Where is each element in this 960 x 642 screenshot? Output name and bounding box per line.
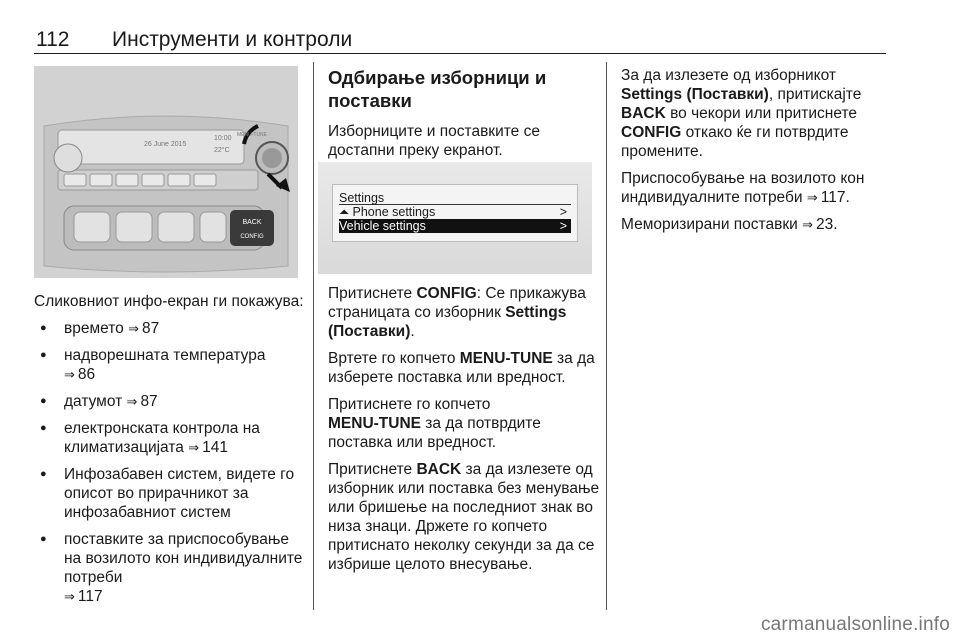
page-reference: 141 <box>202 439 228 456</box>
up-arrow-icon: ⏶ <box>339 205 350 219</box>
list-item: ● датумот ⇒ 87 <box>34 392 304 411</box>
reference-icon: ⇒ <box>64 589 75 604</box>
column-divider-1 <box>313 62 314 610</box>
reference-icon: ⇒ <box>64 367 75 382</box>
settings-screen-image <box>318 162 592 274</box>
settings-title: Settings <box>339 191 571 205</box>
page-title: Инструменти и контроли <box>112 28 353 51</box>
intro-text: Изборниците и поставките се достапни преку екранот. <box>328 123 540 159</box>
settings-item-phone: ⏶ Phone settings > <box>339 205 567 219</box>
page-reference: 87 <box>142 320 160 337</box>
list-item: ● електронската контрола на климатизацијата ⇒ 141 <box>34 419 304 457</box>
back-key-label: BACK <box>242 219 262 226</box>
column-divider-2 <box>606 62 607 610</box>
reference-icon: ⇒ <box>126 394 138 409</box>
right-column <box>621 66 889 242</box>
photo-time: 10:00 <box>214 135 232 142</box>
photo-temp: 22°C <box>214 147 230 154</box>
page-reference: 117 <box>820 189 846 206</box>
settings-item-vehicle: Vehicle settings > <box>339 219 571 233</box>
paragraph-personalization: Приспособување на возилото кон индивидуалните потреби ⇒ 117. <box>621 170 865 206</box>
infotainment-photo <box>34 66 298 278</box>
paragraph-config: Притиснете CONFIG: Се прикажува страницата со изборник Settings (Поставки). <box>328 285 586 340</box>
list-item: ● надворешната температура ⇒ 86 <box>34 346 304 384</box>
reference-icon: ⇒ <box>806 190 818 205</box>
menu-knob-label: MENU-TUNE <box>237 132 267 138</box>
left-column <box>34 292 304 614</box>
page-reference: 87 <box>140 393 158 410</box>
photo-caption: Сликовниот инфо-екран ги покажува: <box>34 293 304 310</box>
photo-date: 26 June 2015 <box>144 141 187 148</box>
paragraph-back: Притиснете BACK за да излезете од изборник или поставка без менување или бришење на последниот знак во низа знаци. Држете го копчето притиснато неколку секунди за да се избрише целото внесување. <box>328 461 600 573</box>
page-reference: 86 <box>77 366 96 383</box>
watermark: carmanualsonline.info <box>760 614 950 635</box>
middle-column-body <box>328 284 600 582</box>
paragraph-press-knob: Притиснете го копчето MENU-TUNE за да потврдите поставка или вредност. <box>328 396 541 451</box>
page-reference: 117 <box>77 588 103 605</box>
settings-display <box>332 184 578 242</box>
paragraph-exit: За да излезете од изборникот Settings (Поставки), притискајте BACK во чекори или притиснете CONFIG откако ќе ги потврдите промените. <box>621 67 862 160</box>
reference-icon: ⇒ <box>128 321 140 336</box>
feature-list <box>34 319 304 606</box>
config-key-label: CONFIG <box>240 234 264 240</box>
list-item: ● времето ⇒ 87 <box>34 319 304 338</box>
list-item: ● поставките за приспособување на возилото кон индивидуалните потреби ⇒ 117 <box>34 530 304 606</box>
page-number: 112 <box>36 28 70 51</box>
section-title: Одбирање изборници и поставки <box>328 67 547 111</box>
list-item: ● Инфозабавен систем, видете го описот во прирачникот за инфозабавниот систем <box>34 465 304 522</box>
chevron-right-icon: > <box>559 205 567 219</box>
reference-icon: ⇒ <box>802 217 813 232</box>
dashboard-illustration <box>34 66 298 278</box>
page-header <box>34 28 886 54</box>
middle-column-top <box>328 66 598 168</box>
paragraph-memorized: Меморизирани поставки ⇒ 23. <box>621 216 838 233</box>
page-reference: 23 <box>816 216 834 233</box>
reference-icon: ⇒ <box>188 440 200 455</box>
paragraph-turn-knob: Вртете го копчето MENU-TUNE за да изберете поставка или вредност. <box>328 350 595 386</box>
chevron-right-icon: > <box>559 219 567 233</box>
